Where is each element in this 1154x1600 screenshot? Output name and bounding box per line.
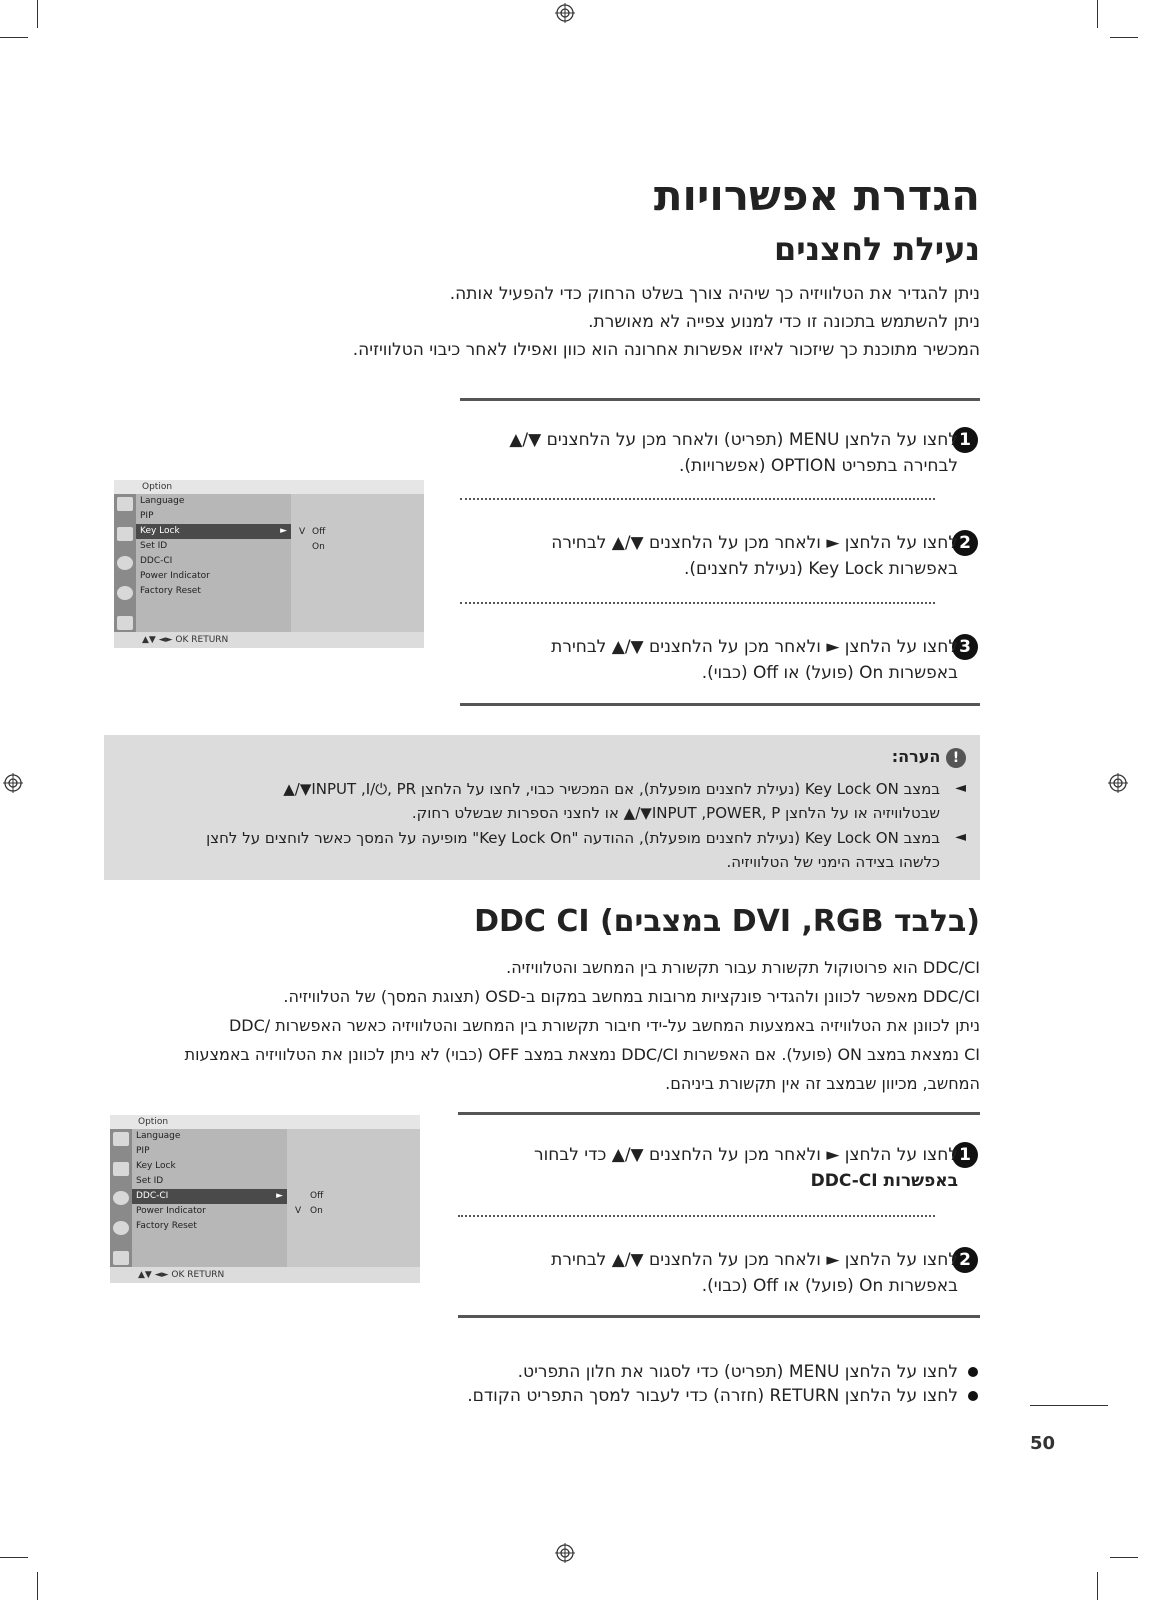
osd-item-pip[interactable]: PIP [136,1146,150,1156]
screen-icon [113,1162,129,1176]
keylock-step-1 [458,427,958,479]
ddc-line: ניתן לכוונן את הטלוויזיה באמצעות המחשב על-ידי חיבור תקשורת בין המחשב והטלוויזיה כאשר האפשרות /DDC [228,1016,980,1035]
triangle-left-icon: ◄ [955,780,966,796]
keylock-step-3 [458,634,958,686]
note-line: שבטלוויזיה או על הלחצן INPUT ,POWER, P▼/▲ או לחצני הספרות שבשלט רחוק. [411,804,940,822]
ddc-line: CI נמצאת במצב ON (פועל). אם האפשרות DDC/CI נמצאת במצב OFF (כבוי) לא ניתן לכוונן את הטלוויזיה באמצעות [184,1045,980,1064]
osd-menu-keylock [114,480,424,648]
page-number: 50 [1030,1433,1056,1454]
osd-submenu [287,1129,420,1267]
ddc-line: DDC/CI הוא פרוטוקול תקשורת עבור תקשורת בין המחשב והטלוויזיה. [506,958,980,977]
step-number: 2 [952,530,978,556]
osd-submenu [291,494,424,632]
step-line: באפשרות DDC-CI [810,1171,958,1191]
bullet-item: לחצו על הלחצן MENU (תפריט) כדי לסגור את חלון התפריט. [517,1362,958,1382]
note-line: במצב Key Lock ON (נעילת לחצנים מופעלת), ההודעה "Key Lock On" מופיעה על המסך כאשר לוחצים על לחצן [206,829,940,847]
note-label: הערה: [891,747,941,766]
osd-item-factory-reset[interactable]: Factory Reset [140,586,201,596]
triangle-left-icon: ◄ [955,829,966,845]
step-line: לחצו על הלחצן ► ולאחר מכן על הלחצנים ▼/▲ לבחירת [551,637,958,657]
step-number: 2 [952,1247,978,1273]
osd-header: Option [114,480,424,494]
crop-mark [37,0,38,28]
osd-option-on[interactable]: On [312,542,325,552]
crop-mark [0,1557,28,1558]
crop-mark [37,1572,38,1600]
step-line: לחצו על הלחצן ► ולאחר מכן על הלחצנים ▼/▲ לבחירת [551,1250,958,1270]
intro-paragraph [180,280,980,364]
divider [460,703,980,706]
bullet-dot [968,1367,978,1377]
dotted-divider [460,498,935,500]
osd-item-language[interactable]: Language [136,1131,181,1141]
intro-line: המכשיר מתוכנת כך שיזכור לאיזו אפשרות אחרונה הוא כוון ואפילו לאחר כיבוי הטלוויזיה. [352,340,980,360]
screen-icon [117,527,133,541]
bullet-item: לחצו על הלחצן RETURN (חזרה) כדי לעבור למסך התפריט הקודם. [467,1386,958,1406]
crop-mark [1110,37,1138,38]
option-icon [113,1251,129,1265]
picture-icon [113,1132,129,1146]
divider [460,398,980,401]
osd-item-power-indicator[interactable]: Power Indicator [136,1206,206,1216]
osd-sidebar [110,1129,132,1267]
note-icon: ! [946,748,966,768]
osd-header: Option [110,1115,420,1129]
page-title: הגדרת אפשרויות [653,171,980,220]
step-line: באפשרות On (פועל) או Off (כבוי). [701,663,958,683]
osd-item-set-id[interactable]: Set ID [136,1176,164,1186]
osd-option-on[interactable]: On [310,1206,323,1216]
osd-footer: ▲▼ ◄► OK RETURN [114,632,424,648]
arrow-right-icon: ► [276,1191,283,1201]
ddc-paragraph [120,953,980,1098]
divider [458,1315,980,1318]
step-line: לבחירה בתפריט OPTION (אפשרויות). [678,456,958,476]
crop-mark [1097,0,1098,28]
osd-list [136,494,291,632]
step-line: באפשרות Key Lock (נעילת לחצנים). [684,559,958,579]
osd-menu-ddc [110,1115,420,1283]
osd-item-pip[interactable]: PIP [140,511,154,521]
page-number-rule [1030,1405,1108,1406]
section-title-ddc: DDC CI (במצבים DVI ,RGB בלבד) [474,904,980,939]
dotted-divider [460,602,935,604]
osd-item-ddc-ci[interactable] [132,1189,287,1204]
osd-footer: ▲▼ ◄► OK RETURN [110,1267,420,1283]
osd-item-key-lock[interactable] [136,524,291,539]
note-line: כלשהו בצידה הימני של הטלוויזיה. [726,853,940,871]
crop-mark [0,37,28,38]
step-number: 1 [952,427,978,453]
setup-icon [113,1191,129,1205]
step-line: לחצו על הלחצן ► ולאחר מכן על הלחצנים ▼/▲ לבחירה [551,533,958,553]
osd-item-factory-reset[interactable]: Factory Reset [136,1221,197,1231]
step-line: לחצו על הלחצן MENU (תפריט) ולאחר מכן על הלחצנים ▼/▲ [509,430,958,450]
osd-list [132,1129,287,1267]
osd-item-label: DDC-CI [136,1191,169,1201]
time-icon [117,586,133,600]
picture-icon [117,497,133,511]
osd-option-off[interactable]: Off [312,527,326,537]
arrow-right-icon: ► [280,526,287,536]
osd-option-off[interactable]: Off [310,1191,324,1201]
section-title-keylock: נעילת לחצנים [773,230,980,268]
osd-item-label: Key Lock [140,526,180,536]
crop-mark [1110,1557,1138,1558]
osd-item-power-indicator[interactable]: Power Indicator [140,571,210,581]
keylock-step-2 [458,530,958,582]
osd-item-key-lock[interactable]: Key Lock [136,1161,176,1171]
check-mark: V [299,527,306,537]
ddc-step-2 [458,1247,958,1299]
note-line: במצב Key Lock ON (נעילת לחצנים מופעלת), אם המכשיר כבוי, לחצו על הלחצן INPUT ,I/⏻, PR▼/▲ [283,780,940,798]
check-mark: V [295,1206,302,1216]
ddc-step-1 [458,1142,958,1194]
step-line: לחצו על הלחצן ► ולאחר מכן על הלחצנים ▼/▲ כדי לבחור [534,1145,958,1165]
bullet-dot [968,1391,978,1401]
option-icon [117,616,133,630]
setup-icon [117,556,133,570]
step-number: 3 [952,634,978,660]
osd-item-ddc-ci[interactable]: DDC-CI [140,556,173,566]
step-number: 1 [952,1142,978,1168]
osd-item-language[interactable]: Language [140,496,185,506]
registration-mark-icon [3,773,23,793]
registration-mark-icon [1108,773,1128,793]
dotted-divider [458,1215,935,1217]
intro-line: ניתן להגדיר את הטלוויזיה כך שיהיה צורך בשלט הרחוק כדי להפעיל אותה. [449,284,980,304]
note-box [104,735,980,880]
ddc-line: DDC/CI מאפשר לכוונן ולהגדיר פונקציות מרובות במחשב במקום ב-OSD (תצוגת המסך) של הטלוויזיה. [283,987,980,1006]
intro-line: ניתן להשתמש בתכונה זו כדי למנוע צפייה לא מאושרת. [588,312,980,332]
ddc-line: המחשב, מכיוון שבמצב זה אין תקשורת ביניהם. [665,1074,980,1093]
registration-mark-icon [555,3,575,23]
osd-sidebar [114,494,136,632]
registration-mark-icon [555,1543,575,1563]
step-line: באפשרות On (פועל) או Off (כבוי). [701,1276,958,1296]
osd-item-set-id[interactable]: Set ID [140,541,168,551]
note-header [766,747,966,768]
crop-mark [1097,1572,1098,1600]
divider [458,1112,980,1115]
time-icon [113,1221,129,1235]
